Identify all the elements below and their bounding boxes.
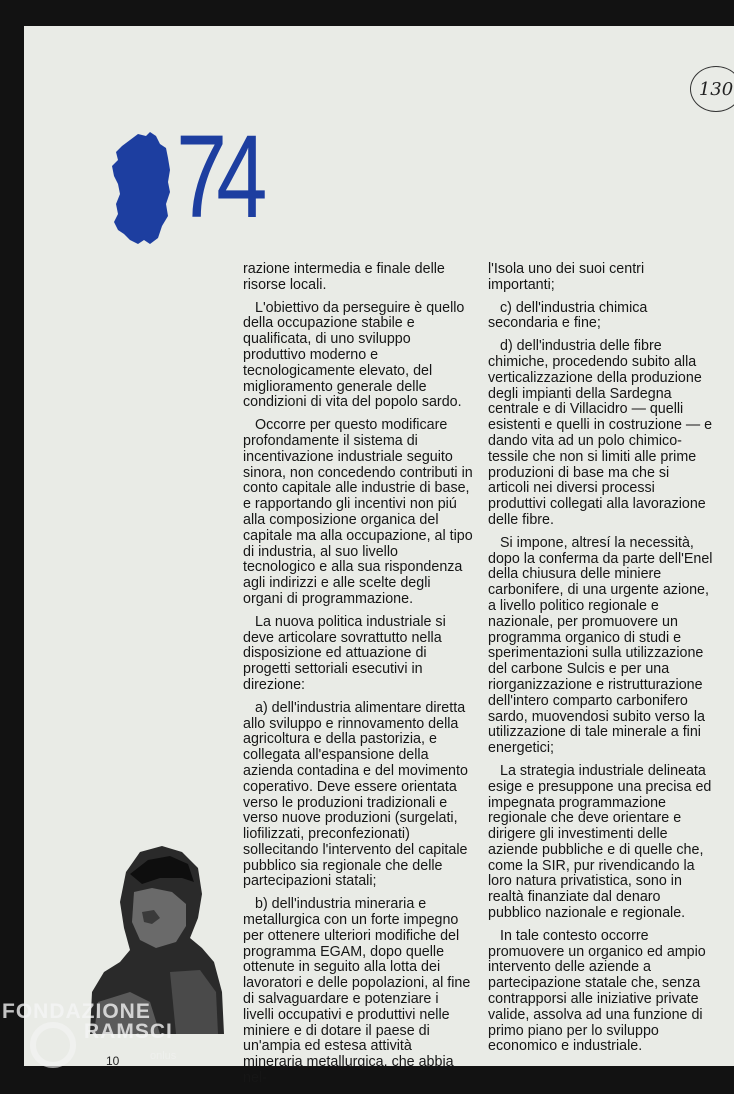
- text-column-right: [488, 262, 714, 1062]
- paragraph: d) dell'industria delle fibre chimiche, procedendo subito alla verticalizzazione della produzione degli impianti della Sardegna centrale e di Villacidro — quelli esistenti e quelli in costruzione — e dando vita ad un polo chimico-tessile che non si limiti alle prime produzioni di base ma che si articoli nei diversi processi produttivi collegati alla lavorazione delle fibre.: [488, 338, 713, 528]
- paragraph: l'Isola uno dei suoi centri importanti;: [488, 261, 645, 293]
- text-column-left: [243, 262, 473, 1094]
- sardinia-island-icon: [110, 130, 174, 248]
- paragraph: Occorre per questo modificare profondamente il sistema di incentivazione industriale seguito sinora, non concedendo contributi in conto capitale alle industrie di base, e rapportando gli incentivi non piú alla composizione organica del capitale ma alla occupazione, al tipo di industria, al suo livello tecnologico e alla sua rispondenza agli indirizzi e alle scelte degli organi di programmazione.: [243, 417, 473, 607]
- watermark-line-1: FONDAZIONE: [2, 1000, 151, 1023]
- watermark-line-3: onlus: [150, 1050, 177, 1062]
- paragraph: c) dell'industria chimica secondaria e fine;: [488, 299, 648, 332]
- archive-number-mark: 130: [690, 66, 734, 112]
- paragraph: Si impone, altresí la necessità, dopo la conferma da parte dell'Enel della chiusura delle miniere carbonifere, di una urgente azione, a livello politico regionale e nazionale, per promuovere un programma organico di studi e sperimentazioni sulla utilizzazione del carbone Sulcis e per una riorganizzazione e ristrutturazione dell'intero comparto carbonifero sardo, muovendosi subito verso la utilizzazione di tale minerale a fini energetici;: [488, 534, 713, 757]
- watermark-g-logo-icon: [30, 1022, 76, 1068]
- archive-watermark: [2, 1000, 202, 1080]
- paragraph: La nuova politica industriale si deve articolare sovrattutto nella disposizione ed attuazione di progetti settoriali esecutivi in direzione:: [243, 613, 446, 693]
- paragraph: b) dell'industria mineraria e metallurgica con un forte impegno per ottenere ulteriori modifiche del programma EGAM, dopo quelle ottenute in seguito alla lotta dei lavoratori e delle popolazioni, al fine di salvaguardare e potenziare i livelli occupativi e produttivi nelle miniere e di dotare il paese di un'ampia ed estesa attività mineraria metallurgica, che abbia nel-: [243, 896, 471, 1087]
- paragraph: La strategia industriale delineata esige e presuppone una precisa ed impegnata programmazione regionale che deve orientare e dirigere gli investimenti delle aziende pubbliche e di quelle che, come la SIR, pur rivendicando la loro natura privatistica, sono in realtà finanziate dal denaro pubblico nazionale e regionale.: [488, 762, 712, 922]
- paragraph: a) dell'industria alimentare diretta allo sviluppo e rinnovamento della agricoltura e della pastorizia, e collegata all'espansione della azienda contadina e del movimento coperativo. Deve essere orientata verso le produzioni tradizionali e verso nuove produzioni (surgelati, liofilizzati, preconfezionati) sollecitando l'intervento del capitale pubblico sia regionale che delle partecipazioni statali;: [243, 699, 468, 890]
- document-page: [24, 26, 734, 1087]
- page-number: 10: [106, 1054, 120, 1068]
- year-logo: 74: [176, 111, 257, 243]
- paragraph: In tale contesto occorre promuovere un organico ed ampio intervento delle aziende a partecipazione statale che, senza contrapporsi alle iniziative private valide, assolva ad una funzione di primo piano per lo sviluppo economico e industriale.: [488, 927, 706, 1055]
- paragraph: L'obiettivo da perseguire è quello della occupazione stabile e qualificata, di uno sviluppo produttivo moderno e tecnologicamente elevato, del miglioramento generale delle condizioni di vita del popolo sardo.: [243, 299, 465, 411]
- watermark-line-2: RAMSCI: [84, 1020, 173, 1043]
- paragraph: razione intermedia e finale delle risorse locali.: [243, 261, 445, 293]
